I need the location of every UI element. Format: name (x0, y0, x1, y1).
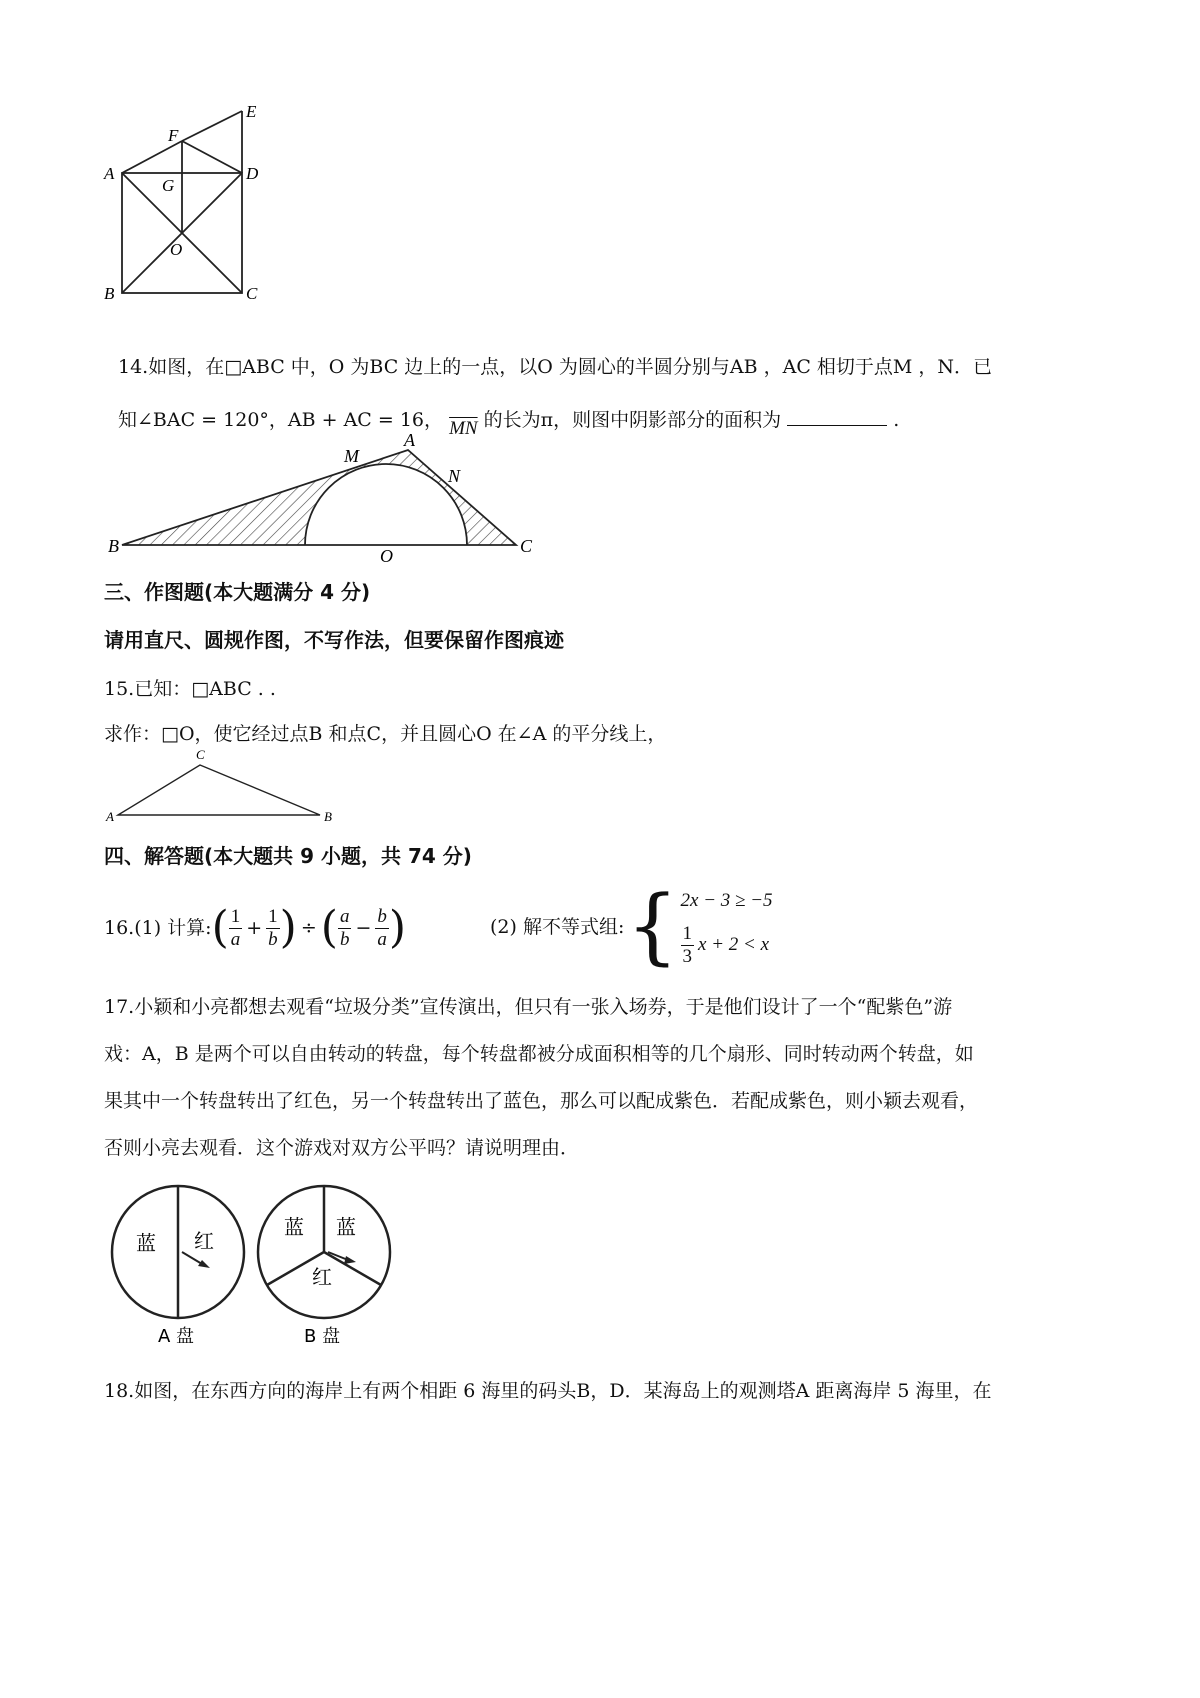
q17-line2: 戏：A，B 是两个可以自由转动的转盘，每个转盘都被分成面积相等的几个扇形、同时转动两个转盘，如 (104, 1043, 974, 1065)
label-O: O (380, 546, 393, 563)
figure-triangle-abc (104, 745, 344, 825)
section3-heading: 三、作图题(本大题满分 4 分) (104, 580, 371, 604)
label-O: O (170, 240, 183, 259)
fraction-1-over-3: $\frac{1}{3}$ (682, 922, 693, 967)
label-B: B (104, 284, 115, 303)
figure-rectangle-diagram (100, 95, 280, 320)
label-F: F (168, 126, 179, 145)
answer-blank[interactable] (787, 407, 887, 426)
label-G: G (162, 176, 175, 195)
label-M: M (344, 446, 359, 466)
paren-close: ) (279, 902, 297, 953)
q14-arc-mn: $\overline{MN}$ (449, 418, 478, 439)
fraction-a-over-b: $\frac{a}{b}$ (339, 905, 350, 950)
sector-red-a: 红 (194, 1229, 214, 1253)
q17-line3: 果其中一个转盘转出了红色，另一个转盘转出了蓝色，那么可以配成紫色．若配成紫色，则小颖去观看， (104, 1090, 979, 1112)
q14-line1-text: 14.如图，在□ABC 中，O 为BC 边上的一点，以O 为圆心的半圆分别与AB ，AC 相切于点M ，N．已 (118, 356, 993, 378)
label-A: A (104, 164, 115, 183)
inequality-1: 2x − 3 ≥ −5 (680, 889, 773, 911)
spinner-a (102, 1180, 252, 1345)
q16-part1-label: 16.(1) 计算: (104, 917, 212, 939)
label-N: N (448, 466, 461, 486)
q16-part2-label: (2) 解不等式组: (490, 916, 625, 938)
label-C: C (246, 284, 258, 303)
figure-semicircle-triangle (108, 428, 548, 563)
fraction-1-over-b: $\frac{1}{b}$ (268, 905, 278, 950)
q14-line1 (118, 353, 992, 381)
label-D: D (246, 164, 259, 183)
sector-blue-a: 蓝 (136, 1231, 156, 1255)
label-B: B (108, 536, 119, 556)
q14-line2-prefix: 知∠BAC = 120°，AB + AC = 16， (118, 409, 444, 431)
paren-open-2: ( (320, 902, 338, 953)
label-C: C (196, 747, 205, 762)
paren-close-2: ) (388, 902, 407, 953)
system-brace: { (626, 879, 679, 974)
sector-blue-b-right: 蓝 (336, 1215, 356, 1239)
fraction-1-over-a: $\frac{1}{a}$ (230, 905, 241, 950)
spinner-a-caption: A 盘 (158, 1326, 195, 1345)
q16-part1: 16.(1) 计算: ( $\frac{1}{a}$ + $\frac{1}{b}$ ) ÷ ( $\frac{a}{b}$ − $\frac{b}{a}$ ) (104, 902, 407, 953)
q15-task: 求作：□O，使它经过点B 和点C，并且圆心O 在∠A 的平分线上， (104, 723, 667, 745)
spinner-b-caption: B 盘 (304, 1326, 341, 1345)
section3-instruction: 请用直尺、圆规作图，不写作法，但要保留作图痕迹 (104, 628, 564, 652)
q18-line1: 18.如图，在东西方向的海岸上有两个相距 6 海里的码头B，D．某海岛上的观测塔A 距离海岸 5 海里，在 (104, 1380, 992, 1402)
label-A: A (106, 809, 114, 824)
section4-heading: 四、解答题(本大题共 9 小题，共 74 分) (104, 844, 472, 868)
inequality-2: x + 2 < x (698, 934, 770, 955)
paren-open: ( (211, 902, 229, 953)
label-B: B (324, 809, 332, 824)
fraction-b-over-a: $\frac{b}{a}$ (377, 905, 387, 950)
q17-line1: 17.小颖和小亮都想去观看“垃圾分类”宣传演出，但只有一张入场券，于是他们设计了一个“配紫色”游 (104, 996, 953, 1018)
inequality-system (681, 887, 773, 968)
label-C: C (520, 536, 533, 556)
label-E: E (246, 102, 257, 121)
q14-line2-end: . (893, 409, 900, 431)
sector-blue-b-left: 蓝 (284, 1215, 304, 1239)
q17-line4: 否则小亮去观看．这个游戏对双方公平吗？请说明理由． (104, 1137, 580, 1159)
label-A: A (404, 430, 415, 450)
q15-given: 15.已知：□ABC . . (104, 678, 276, 700)
q14-line2-mid: 的长为π，则图中阴影部分的面积为 (483, 409, 782, 431)
sector-red-b: 红 (312, 1265, 332, 1289)
q16-part2 (490, 880, 773, 974)
spinner-b (256, 1180, 406, 1345)
